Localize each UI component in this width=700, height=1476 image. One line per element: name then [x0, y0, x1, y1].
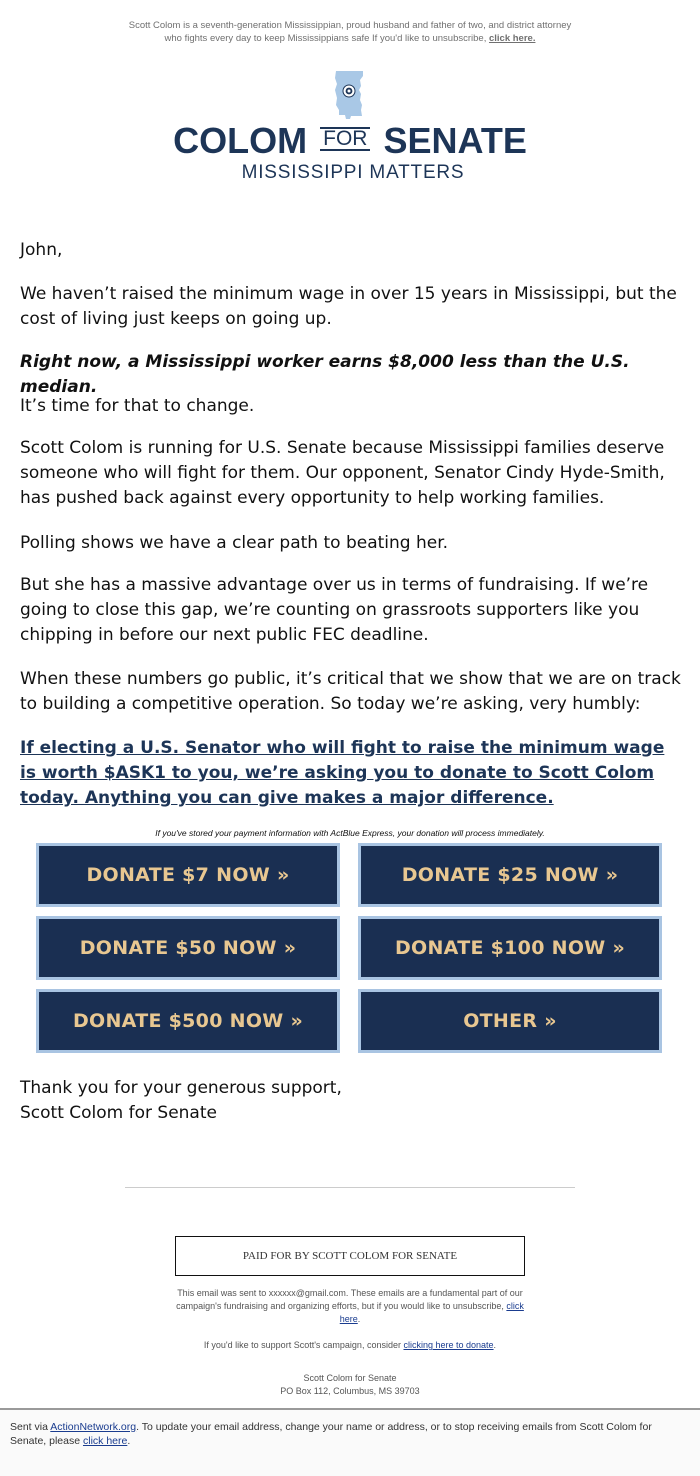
- paragraph-running: Scott Colom is running for U.S. Senate because Mississippi families deserve someone who will fight for them. Our opponent, Senator Cindy Hyde-Smith, has pushed back against every opportunity to help working families.: [20, 438, 665, 508]
- actionnetwork-link[interactable]: ActionNetwork.org: [50, 1421, 137, 1433]
- footer-address-block: [170, 1372, 530, 1398]
- footer-support-text: If you'd like to support Scott's campaign, consider: [203, 1340, 401, 1350]
- donate-ask-paragraph: [20, 736, 684, 811]
- campaign-logo: [0, 70, 700, 190]
- donate-other-button[interactable]: OTHER »: [358, 989, 662, 1053]
- greeting: John,: [20, 240, 63, 260]
- paid-for-box: PAID FOR BY SCOTT COLOM FOR SENATE: [175, 1236, 525, 1276]
- sent-via-prefix: Sent via: [10, 1421, 48, 1433]
- logo-tagline: MISSISSIPPI MATTERS: [241, 162, 465, 183]
- sent-via-click-here-link[interactable]: click here: [82, 1435, 128, 1447]
- logo-word-senate: SENATE: [383, 120, 527, 161]
- footer-donate-link[interactable]: clicking here to donate: [403, 1340, 494, 1350]
- preheader-text: Scott Colom is a seventh-generation Mississippian, proud husband and father of two, and district attorney who fights every day to keep Mississippians safe If you'd like to unsubscribe,: [128, 20, 572, 44]
- signoff-thanks: Thank you for your generous support,: [20, 1078, 342, 1098]
- footer-unsubscribe-link[interactable]: click here: [339, 1301, 524, 1324]
- footer-org-name: Scott Colom for Senate: [303, 1373, 397, 1383]
- footer-support: If you'd like to support Scott's campaign, consider clicking here to donate.: [203, 1340, 497, 1350]
- sent-via-text: Sent via ActionNetwork.org. To update your email address, change your name or address, or to stop receiving emails from Scott Colom for Senate, please click here.: [10, 1421, 652, 1447]
- donate-ask-link[interactable]: If electing a U.S. Senator who will fight to raise the minimum wage is worth $ASK1 to you, we’re asking you to donate to Scott Colom today. Anything you can give makes a major difference.: [20, 738, 665, 808]
- mississippi-state-icon: [333, 70, 367, 120]
- donate-100-button[interactable]: DONATE $100 NOW »: [358, 916, 662, 980]
- donate-500-button[interactable]: DONATE $500 NOW »: [36, 989, 340, 1053]
- paragraph-numbers-public: When these numbers go public, it’s critical that we show that we are on track to building a competitive operation. So today we’re asking, very humbly:: [20, 669, 681, 714]
- logo-word-colom: COLOM: [173, 120, 308, 161]
- preheader-unsubscribe-link[interactable]: click here.: [488, 33, 536, 44]
- paragraph-minimum-wage: We haven’t raised the minimum wage in over 15 years in Mississippi, but the cost of living just keeps on going up.: [20, 284, 677, 329]
- sent-via-body: . To update your email address, change your name or address, or to stop receiving emails from Scott Colom for Senate, please: [10, 1421, 652, 1447]
- paragraph-median-wage: Right now, a Mississippi worker earns $8,000 less than the U.S. median.: [20, 352, 630, 397]
- paragraph-fundraising: But she has a massive advantage over us in terms of fundraising. If we’re going to close this gap, we’re counting on grassroots supporters like you chipping in before our next public FEC deadline.: [20, 575, 649, 645]
- logo-wordmark: [0, 120, 700, 162]
- footer-sent-to-text: This email was sent to xxxxxx@gmail.com. These emails are a fundamental part of our campaign's fundraising and organizing efforts, but if you would like to unsubscribe,: [176, 1288, 523, 1311]
- sent-via-bar: [0, 1408, 700, 1476]
- paragraph-time-to-change: It’s time for that to change.: [20, 396, 255, 416]
- logo-word-for: FOR: [320, 127, 370, 151]
- donate-7-button[interactable]: DONATE $7 NOW »: [36, 843, 340, 907]
- paragraph-polling: Polling shows we have a clear path to beating her.: [20, 533, 449, 553]
- signoff-name: Scott Colom for Senate: [20, 1103, 217, 1123]
- preheader: [120, 19, 580, 45]
- donate-25-button[interactable]: DONATE $25 NOW »: [358, 843, 662, 907]
- footer-sent-to: This email was sent to xxxxxx@gmail.com. These emails are a fundamental part of our campaign's fundraising and organizing efforts, but if you would like to unsubscribe, click here.: [176, 1288, 524, 1324]
- divider: [125, 1187, 575, 1188]
- footer-address: PO Box 112, Columbus, MS 39703: [280, 1386, 420, 1396]
- actblue-note: If you've stored your payment information with ActBlue Express, your donation will process immediately.: [155, 828, 545, 838]
- donate-50-button[interactable]: DONATE $50 NOW »: [36, 916, 340, 980]
